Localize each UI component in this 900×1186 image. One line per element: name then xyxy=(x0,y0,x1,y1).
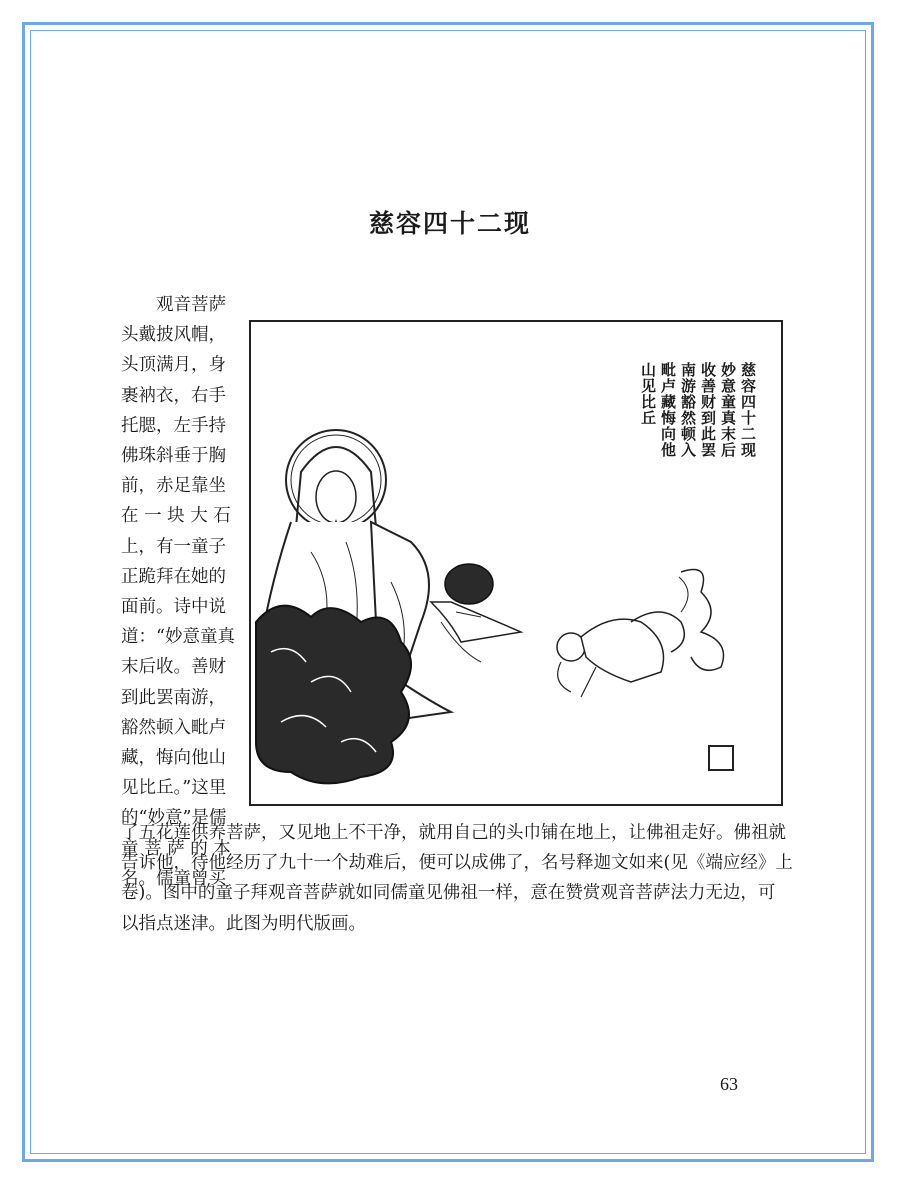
text-line: 在 一 块 大 石 xyxy=(121,506,231,527)
text-line: 名。儒童曾买 xyxy=(121,868,226,889)
text-line: 以指点迷津。此图为明代版画。 xyxy=(121,913,366,934)
text-line: 道：“妙意童真 xyxy=(121,627,235,648)
text-line: 头戴披风帽， xyxy=(121,325,226,346)
text-line: 佛珠斜垂于胸 xyxy=(121,446,226,467)
text-line: 观音菩萨 xyxy=(121,295,226,315)
side-column-text xyxy=(121,290,243,894)
artist-seal-icon xyxy=(708,745,734,771)
text-line: 见比丘。”这里 xyxy=(121,778,227,799)
text-line: 童 菩 萨 的 本 xyxy=(121,838,231,859)
text-line: 告诉他，待他经历了九十一个劫难后，便可以成佛了，名号释迦文如来(见《端应经》上 xyxy=(121,853,793,874)
woodblock-illustration xyxy=(249,320,783,806)
caption-column: 山见比丘 xyxy=(639,362,657,426)
caption-column: 毗卢藏悔向他 xyxy=(659,362,677,458)
text-line: 托腮，左手持 xyxy=(121,415,226,436)
text-line: 豁然顿入毗卢 xyxy=(121,717,226,738)
illustration-caption xyxy=(639,362,757,458)
text-line: 裹衲衣，右手 xyxy=(121,385,226,406)
text-line: 正跪拜在她的 xyxy=(121,566,226,587)
caption-column: 慈容四十二现 xyxy=(739,362,757,458)
caption-column: 收善财到此罢 xyxy=(699,362,717,458)
text-line: 的“妙意”是儒 xyxy=(121,808,227,829)
text-line: 藏，悔向他山 xyxy=(121,748,226,769)
caption-column: 南游豁然顿入 xyxy=(679,362,697,458)
text-line: 末后收。善财 xyxy=(121,657,226,678)
page-title: 慈容四十二现 xyxy=(368,209,531,238)
text-line: 了五花莲供养菩萨，又见地上不干净，就用自己的头巾铺在地上，让佛祖走好。佛祖就 xyxy=(121,823,786,843)
body-paragraph xyxy=(121,818,793,939)
text-line: 到此罢南游， xyxy=(121,687,226,708)
text-line: 面前。诗中说 xyxy=(121,597,226,618)
text-line: 卷)。图中的童子拜观音菩萨就如同儒童见佛祖一样，意在赞赏观音菩萨法力无边，可 xyxy=(121,883,776,904)
text-line: 头顶满月，身 xyxy=(121,355,226,376)
page-number: 63 xyxy=(720,1074,738,1094)
text-line: 上，有一童子 xyxy=(121,536,226,557)
caption-column: 妙意童真末后 xyxy=(719,362,737,458)
text-line: 前，赤足靠坐 xyxy=(121,476,226,497)
